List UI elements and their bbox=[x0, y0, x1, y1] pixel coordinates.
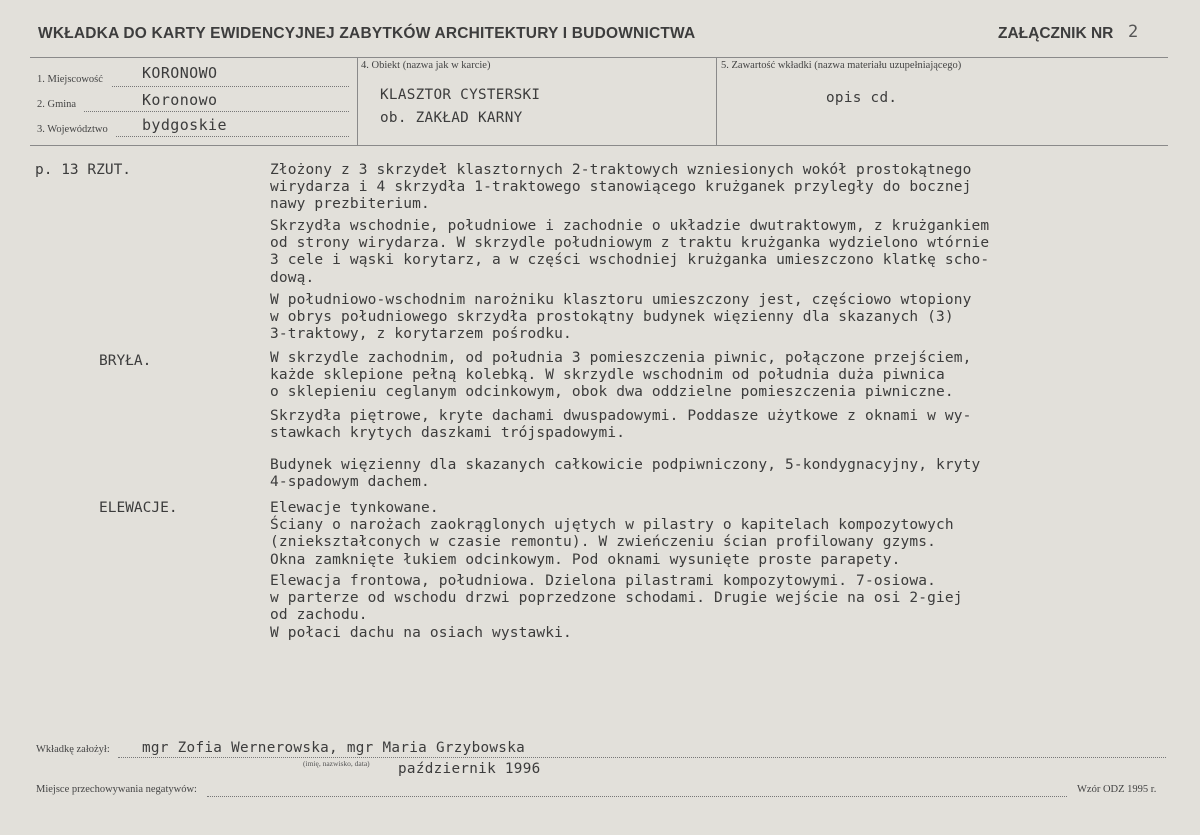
gmina-line bbox=[84, 111, 349, 112]
author-label: Wkładkę założył: bbox=[36, 744, 110, 755]
zawartosc-value: opis cd. bbox=[826, 90, 898, 106]
elewacje-paragraph-1: Elewacje tynkowane. Ściany o narożach zaokrąglonych ujętych w pilastry o kapitelach kompozytowych (zniekształconych w czasie remontu). W zwieńczeniu ścian profilowany gzyms. Okna zamknięte łukiem odcinkowym. Pod oknami wysunięte proste parapety. bbox=[270, 500, 954, 568]
top-box-border bbox=[30, 57, 1168, 58]
storage-line bbox=[207, 796, 1067, 797]
wojewodztwo-value: bydgoskie bbox=[142, 116, 227, 134]
rzut-paragraph-1: Złożony z 3 skrzydeł klasztornych 2-traktowych wzniesionych wokół prostokątnego wirydarza i 4 skrzydła 1-traktowego stanowiącego krużganek przyległy do bocznej nawy prezbiterium. bbox=[270, 162, 972, 213]
miejscowosc-line bbox=[112, 86, 349, 87]
card-title: WKŁADKA DO KARTY EWIDENCYJNEJ ZABYTKÓW ARCHITEKTURY I BUDOWNICTWA bbox=[38, 25, 696, 42]
rzut-paragraph-3: W południowo-wschodnim narożniku klasztoru umieszczony jest, częściowo wtopiony w obrys południowego skrzydła prostokątny budynek więzienny dla skazanych (3) 3-traktowy, z korytarzem pośrodku. bbox=[270, 292, 972, 343]
elewacje-paragraph-2: Elewacja frontowa, południowa. Dzielona pilastrami kompozytowymi. 7-osiowa. w parterze od wschodu drzwi poprzedzone schodami. Drugie wejście na osi 2-giej od zachodu. W połaci dachu na osiach wystawki. bbox=[270, 573, 963, 641]
author-line bbox=[118, 757, 1166, 758]
box-divider-2 bbox=[716, 57, 717, 145]
rzut-paragraph-2: Skrzydła wschodnie, południowe i zachodnie o układzie dwutraktowym, z krużgankiem od strony wirydarza. W skrzydle południowym z traktu krużganka wydzielono wtórnie 3 cele i wąski korytarz, a w części wschodniej krużganka umieszczono klatkę scho- dową. bbox=[270, 218, 990, 286]
obiekt-label: 4. Obiekt (nazwa jak w karcie) bbox=[361, 60, 491, 71]
zawartosc-label: 5. Zawartość wkładki (nazwa materiału uzupełniającego) bbox=[721, 60, 962, 71]
attachment-number: 2 bbox=[1128, 22, 1139, 42]
author-hint: (imię, nazwisko, data) bbox=[303, 759, 370, 768]
bryla-paragraph-1: W skrzydle zachodnim, od południa 3 pomieszczenia piwnic, połączone przejściem, każde sklepione pełną kolebką. W skrzydle wschodnim od południa duża piwnica o sklepieniu ceglanym odcinkowym, obok dwa oddzielne pomieszczenia piwniczne. bbox=[270, 350, 972, 401]
box-divider-1 bbox=[357, 57, 358, 145]
gmina-label: 2. Gmina bbox=[37, 99, 77, 110]
wojewodztwo-label: 3. Województwo bbox=[37, 124, 108, 135]
top-box-bottom bbox=[30, 145, 1168, 146]
obiekt-value-line2: ob. ZAKŁAD KARNY bbox=[380, 110, 523, 126]
form-code: Wzór ODZ 1995 r. bbox=[1077, 784, 1157, 795]
author-value: mgr Zofia Wernerowska, mgr Maria Grzybowska bbox=[142, 740, 526, 756]
wojewodztwo-line bbox=[116, 136, 349, 137]
attachment-label: ZAŁĄCZNIK NR bbox=[998, 25, 1114, 42]
date-value: październik 1996 bbox=[398, 761, 541, 777]
gmina-value: Koronowo bbox=[142, 91, 218, 109]
obiekt-value-line1: KLASZTOR CYSTERSKI bbox=[380, 87, 541, 103]
bryla-label: BRYŁA. bbox=[99, 353, 152, 369]
storage-label: Miejsce przechowywania negatywów: bbox=[36, 784, 197, 795]
miejscowosc-value: KORONOWO bbox=[142, 64, 218, 82]
bryla-paragraph-2: Skrzydła piętrowe, kryte dachami dwuspadowymi. Poddasze użytkowe z oknami w wy- stawkach krytych daszkami trójspadowymi. bbox=[270, 408, 972, 442]
elewacje-label: ELEWACJE. bbox=[99, 500, 178, 516]
bryla-paragraph-3: Budynek więzienny dla skazanych całkowicie podpiwniczony, 5-kondygnacyjny, kryty 4-spadowym dachem. bbox=[270, 457, 981, 491]
miejscowosc-label: 1. Miejscowość bbox=[37, 74, 103, 85]
rzut-label: p. 13 RZUT. bbox=[35, 162, 132, 178]
